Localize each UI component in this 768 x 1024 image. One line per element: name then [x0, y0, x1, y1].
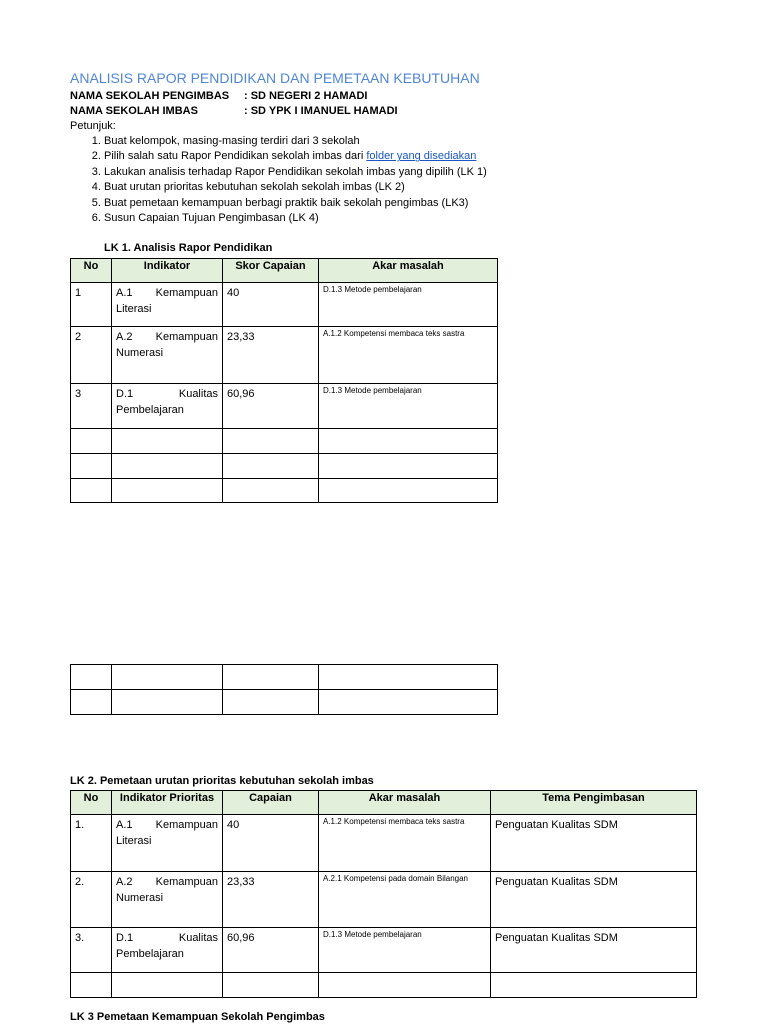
table-row	[71, 283, 498, 327]
table-cell[interactable]	[223, 429, 319, 454]
table-cell[interactable]: Penguatan Kualitas SDM	[491, 815, 697, 872]
instructions-heading: Petunjuk:	[70, 120, 116, 132]
table-cell[interactable]: A.1.2 Kompetensi membaca teks sastra	[319, 327, 498, 384]
table-cell[interactable]	[112, 429, 223, 454]
lk2-table	[70, 790, 697, 998]
table-cell[interactable]	[71, 690, 112, 715]
table-cell[interactable]: D.1 Kualitas Pembelajaran	[112, 384, 223, 429]
table-cell[interactable]: D.1.3 Metode pembelajaran	[319, 283, 498, 327]
column-header: Akar masalah	[319, 791, 491, 815]
table-cell[interactable]: D.1.3 Metode pembelajaran	[319, 384, 498, 429]
table-cell[interactable]	[319, 479, 498, 503]
table-cell[interactable]: D.1.3 Metode pembelajaran	[319, 928, 491, 973]
table-cell[interactable]	[71, 454, 112, 479]
column-header: No	[71, 791, 112, 815]
table-cell[interactable]: D.1 Kualitas Pembelajaran	[112, 928, 223, 973]
table-cell[interactable]	[112, 973, 223, 998]
table-row	[71, 479, 498, 503]
table-cell[interactable]	[71, 973, 112, 998]
table-cell[interactable]: 1	[71, 283, 112, 327]
imbas-label: NAMA SEKOLAH IMBAS	[70, 105, 198, 117]
table-row	[71, 973, 697, 998]
table-cell[interactable]	[319, 454, 498, 479]
table-row	[71, 690, 498, 715]
table-cell[interactable]: A.2 Kemampuan Numerasi	[112, 327, 223, 384]
table-cell[interactable]	[319, 665, 498, 690]
table-cell[interactable]: 60,96	[223, 928, 319, 973]
table-header-row	[71, 791, 697, 815]
table-header-row	[71, 259, 498, 283]
table-cell[interactable]	[491, 973, 697, 998]
table-cell[interactable]	[223, 665, 319, 690]
table-cell[interactable]	[112, 665, 223, 690]
table-cell[interactable]: 40	[223, 815, 319, 872]
table-cell[interactable]: 2.	[71, 872, 112, 928]
table-cell[interactable]	[223, 479, 319, 503]
column-header: No	[71, 259, 112, 283]
column-header: Capaian	[223, 791, 319, 815]
table-cell[interactable]: A.1 Kemampuan Literasi	[112, 283, 223, 327]
pengimbas-label: NAMA SEKOLAH PENGIMBAS	[70, 90, 230, 102]
table-cell[interactable]: 3.	[71, 928, 112, 973]
table-row	[71, 872, 697, 928]
pengimbas-value: : SD NEGERI 2 HAMADI	[244, 90, 368, 102]
table-row	[71, 429, 498, 454]
folder-link[interactable]: folder yang disediakan	[366, 150, 477, 163]
table-cell[interactable]	[112, 454, 223, 479]
table-cell[interactable]	[319, 690, 498, 715]
instruction-item: 1. Buat kelompok, masing-masing terdiri dari 3 sekolah	[104, 134, 487, 149]
table-row	[71, 815, 697, 872]
table-cell[interactable]	[112, 479, 223, 503]
table-cell[interactable]	[71, 665, 112, 690]
table-cell[interactable]: 3	[71, 384, 112, 429]
table-row	[71, 384, 498, 429]
instruction-item: 5. Buat pemetaan kemampuan berbagi praktik baik sekolah pengimbas (LK3)	[104, 196, 487, 211]
instruction-item: 4. Buat urutan prioritas kebutuhan sekolah sekolah imbas (LK 2)	[104, 180, 487, 195]
table-cell[interactable]: A.1 Kemampuan Literasi	[112, 815, 223, 872]
table-cell[interactable]: 1.	[71, 815, 112, 872]
lk1-table-continued	[70, 664, 498, 715]
table-cell[interactable]: A.2.1 Kompetensi pada domain Bilangan	[319, 872, 491, 928]
table-row	[71, 928, 697, 973]
table-cell[interactable]: A.1.2 Kompetensi membaca teks sastra	[319, 815, 491, 872]
table-cell[interactable]: Penguatan Kualitas SDM	[491, 928, 697, 973]
table-cell[interactable]: 60,96	[223, 384, 319, 429]
table-cell[interactable]: Penguatan Kualitas SDM	[491, 872, 697, 928]
lk3-heading: LK 3 Pemetaan Kemampuan Sekolah Pengimbas	[70, 1011, 325, 1023]
instruction-item: 2. Pilih salah satu Rapor Pendidikan sekolah imbas dari folder yang disediakan	[104, 149, 487, 164]
column-header: Skor Capaian	[223, 259, 319, 283]
table-cell[interactable]: 2	[71, 327, 112, 384]
instructions-list	[70, 134, 487, 226]
table-cell[interactable]	[319, 429, 498, 454]
table-cell[interactable]	[223, 973, 319, 998]
instruction-item: 3. Lakukan analisis terhadap Rapor Pendidikan sekolah imbas yang dipilih (LK 1)	[104, 165, 487, 180]
table-cell[interactable]	[112, 690, 223, 715]
table-cell[interactable]	[223, 690, 319, 715]
table-cell[interactable]: 23,33	[223, 872, 319, 928]
column-header: Tema Pengimbasan	[491, 791, 697, 815]
document-title: ANALISIS RAPOR PENDIDIKAN DAN PEMETAAN KEBUTUHAN	[70, 70, 480, 86]
column-header: Indikator Prioritas	[112, 791, 223, 815]
imbas-value: : SD YPK I IMANUEL HAMADI	[244, 105, 398, 117]
table-row	[71, 327, 498, 384]
table-cell[interactable]	[71, 479, 112, 503]
table-row	[71, 454, 498, 479]
lk1-heading: LK 1. Analisis Rapor Pendidikan	[104, 242, 273, 254]
column-header: Indikator	[112, 259, 223, 283]
instruction-item: 6. Susun Capaian Tujuan Pengimbasan (LK 4)	[104, 211, 487, 226]
table-cell[interactable]	[319, 973, 491, 998]
table-cell[interactable]	[223, 454, 319, 479]
table-cell[interactable]: 40	[223, 283, 319, 327]
table-cell[interactable]: 23,33	[223, 327, 319, 384]
lk2-heading: LK 2. Pemetaan urutan prioritas kebutuhan sekolah imbas	[70, 775, 374, 787]
table-row	[71, 665, 498, 690]
lk1-table	[70, 258, 498, 503]
column-header: Akar masalah	[319, 259, 498, 283]
table-cell[interactable]	[71, 429, 112, 454]
table-cell[interactable]: A.2 Kemampuan Numerasi	[112, 872, 223, 928]
